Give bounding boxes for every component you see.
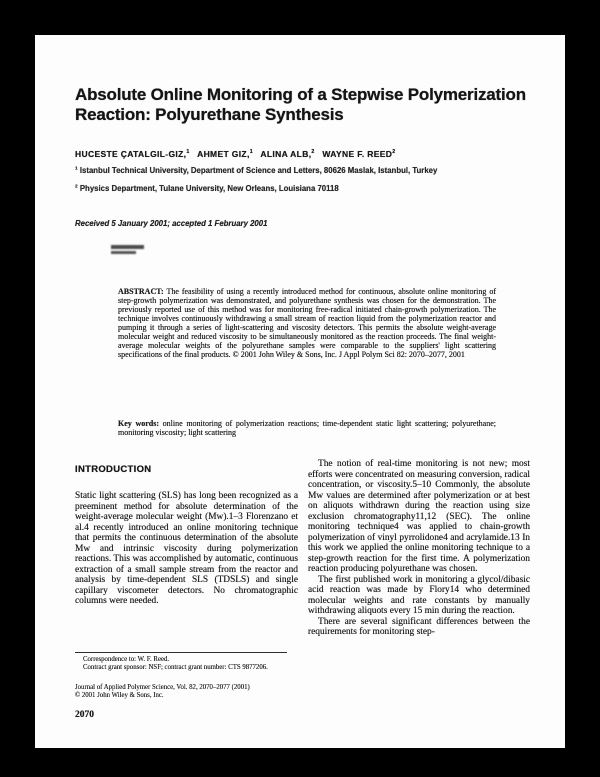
authors-line xyxy=(75,149,543,159)
affiliation-line: $^1$ Istanbul Technical University, Department of Science and Letters, 80626 Maslak, Istanbul, Turkey xyxy=(75,166,438,175)
column-right xyxy=(308,459,530,638)
article-title: Absolute Online Monitoring of a Stepwise Polymerization Reaction: Polyurethane Synthesis xyxy=(75,85,526,124)
footnote-rule xyxy=(75,652,287,653)
abstract-text: The feasibility of using a recently introduced method for continuous, absolute online monitoring of step-growth polymerization was demonstrated, and polyurethane synthesis was chosen for the demonstration. The previously reported use of this method was for monitoring free-radical initiated chain-growth polymerization. The technique involves continuously withdrawing a small stream of reaction liquid from the polymerization reactor and pumping it through a series of light-scattering and viscosity detectors. This permits the absolute weight-average molecular weight and reduced viscosity to be simultaneously monitored as the reaction proceeds. The final weight-average molecular weights of the polyurethane samples were comparable to the suppliers' light scattering specifications of the final products. © 2001 John Wiley & Sons, Inc. J Appl Polym Sci 82: 2070–2077, 2001 xyxy=(118,287,496,359)
author-affiliation-mark: 2 xyxy=(311,149,315,156)
keywords-text: online monitoring of polymerization reactions; time-dependent static light scattering; polyurethane; monitoring viscosity; light scattering xyxy=(118,419,497,437)
author-affiliation-mark: 2 xyxy=(392,149,396,156)
author-affiliation-mark: 1 xyxy=(186,149,190,156)
intro-paragraph: The first published work in monitoring a glycol/dibasic acid reaction was made by Flory14 who determined molecular weights and rate constants by manually withdrawing aliquots every 15 min during the reaction. xyxy=(308,574,530,616)
received-line: Received 5 January 2001; accepted 1 February 2001 xyxy=(75,219,268,228)
keywords-label: Key words: xyxy=(118,419,159,428)
stamp-bar xyxy=(111,245,144,249)
abstract-block xyxy=(118,287,496,359)
intro-paragraph: Static light scattering (SLS) has long been recognized as a preeminent method for absolute determination of the weight-average molecular weight (Mw).1–3 Florenzano et al.4 recently introduced an online monitoring technique that permits the continuous determination of the absolute Mw and intrinsic viscosity during polymerization reactions. This was accomplished by automatic, continuous extraction of a small sample stream from the reactor and analysis by time-dependent SLS (TDSLS) and single capillary viscometer detectors. No chromatographic columns were needed. xyxy=(75,491,298,606)
author-name: HUCESTE ÇATALGIL-GIZ,$^1$ xyxy=(75,149,190,159)
page-content xyxy=(35,35,565,748)
affiliation-mark: 2 xyxy=(75,184,78,190)
keywords-block xyxy=(118,419,496,437)
abstract-label: ABSTRACT: xyxy=(118,287,164,296)
intro-paragraph: The notion of real-time monitoring is not new; most efforts were concentrated on measuring conversion, radical concentration, or viscosity.5–10 Commonly, the absolute Mw values are determined after polymerization or at best on aliquots withdrawn during the reaction using size exclusion chromatography11,12 (SEC). The online monitoring technique4 was applied to chain-growth polymerization of vinyl pyrrolidone4 and acrylamide.13 In this work we applied the online monitoring technique to a step-growth reaction for the first time. A polymerization reaction producing polyurethane was chosen. xyxy=(308,459,530,574)
stamp-mark xyxy=(111,245,144,254)
journal-line: Journal of Applied Polymer Science, Vol. 82, 2070–2077 (2001) xyxy=(75,684,250,691)
journal-info-block xyxy=(75,684,315,700)
footnote-correspondence: Correspondence to: W. F. Reed. xyxy=(83,656,170,663)
column-left xyxy=(75,491,298,607)
stamp-bar xyxy=(111,251,136,254)
footnotes-block xyxy=(75,656,298,671)
affiliation-mark: 1 xyxy=(75,166,78,172)
affiliation-line: $^2$ Physics Department, Tulane University, New Orleans, Louisiana 70118 xyxy=(75,184,339,193)
author-name: ALINA ALB,$^2$ xyxy=(260,149,315,159)
article-page xyxy=(35,35,565,748)
intro-paragraph: There are several significant differences between the requirements for monitoring step- xyxy=(308,616,530,637)
author-name: AHMET GIZ,$^1$ xyxy=(197,149,253,159)
footnote-grant: Contract grant sponsor: NSF; contract grant number: CTS 9877206. xyxy=(83,663,268,671)
copyright-line: © 2001 John Wiley & Sons, Inc. xyxy=(75,691,164,699)
page-number: 2070 xyxy=(75,710,94,720)
introduction-heading: INTRODUCTION xyxy=(75,464,152,475)
author-name: WAYNE F. REED$^2$ xyxy=(322,149,396,159)
author-affiliation-mark: 1 xyxy=(249,149,253,156)
